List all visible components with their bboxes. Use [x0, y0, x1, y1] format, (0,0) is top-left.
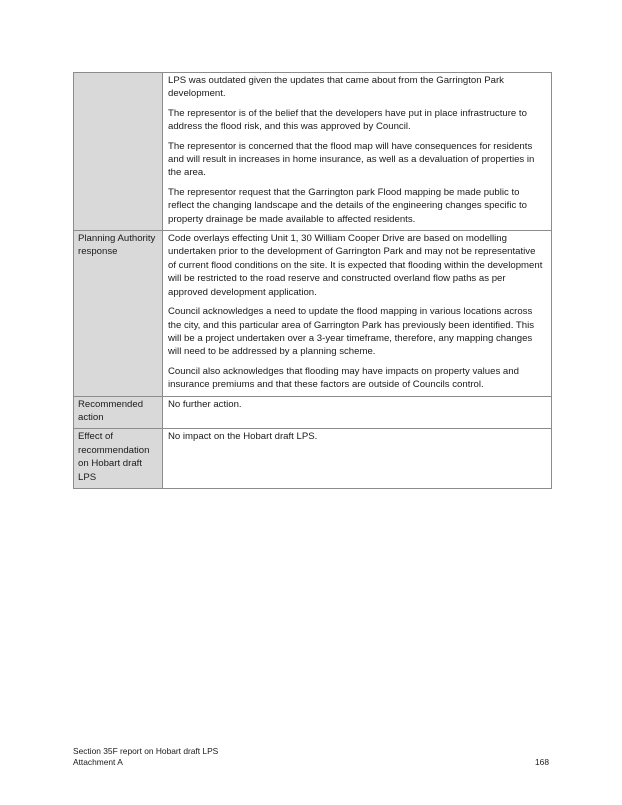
page-number: 168: [535, 757, 549, 767]
table-row-effect: [74, 429, 552, 489]
row-label-effect-of-recommendation: Effect of recommendation on Hobart draft LPS: [74, 429, 163, 489]
recommended-action-text: No further action.: [168, 398, 242, 410]
representation-summary-cell: [163, 73, 552, 231]
planning-authority-response-cell: [163, 231, 552, 396]
effect-text: No impact on the Hobart draft LPS.: [168, 431, 318, 443]
table-row-recommended: [74, 396, 552, 429]
page-footer: [73, 746, 218, 768]
response-paragraph: Council also acknowledges that flooding may have impacts on property values and insurance premiums and that these factors are outside of Councils control.: [168, 365, 519, 391]
footer-attachment: Attachment A: [73, 757, 123, 767]
row-label-empty: [74, 73, 163, 231]
response-paragraph: Council acknowledges a need to update the flood mapping in various locations across the city, and this particular area of Garrington Park has previously been identified. This will be a project undertaken over a 3-year timeframe, therefore, any mapping changes will need to be addressed by a planning scheme.: [168, 306, 535, 358]
summary-paragraph: The representor is concerned that the flood map will have consequences for residents and will result in increases in home insurance, as well as a devaluation of properties in the area.: [168, 140, 535, 179]
footer-report-title: Section 35F report on Hobart draft LPS: [73, 746, 219, 756]
row-label-recommended-action: Recommended action: [74, 396, 163, 429]
table-row-continuation: [74, 73, 552, 231]
recommended-action-cell: [163, 396, 552, 429]
row-label-planning-authority-response: Planning Authority response: [74, 231, 163, 396]
summary-paragraph: LPS was outdated given the updates that came about from the Garrington Park development.: [168, 75, 504, 100]
table-row-response: [74, 231, 552, 396]
summary-paragraph: The representor is of the belief that the developers have put in place infrastructure to address the flood risk, and this was approved by Council.: [168, 107, 527, 133]
representation-table: [73, 72, 552, 489]
effect-of-recommendation-cell: [163, 429, 552, 489]
response-paragraph: Code overlays effecting Unit 1, 30 William Cooper Drive are based on modelling undertaken prior to the development of Garrington Park and may not be representative of current flood conditions on the site. It is expected that flooding within the development will be restricted to the road reserve and constructed overland flow paths as per approved development application.: [168, 233, 543, 298]
summary-paragraph: The representor request that the Garrington park Flood mapping be made public to reflect the changing landscape and the details of the engineering changes specific to property drainage be made available to affected residents.: [168, 186, 527, 225]
